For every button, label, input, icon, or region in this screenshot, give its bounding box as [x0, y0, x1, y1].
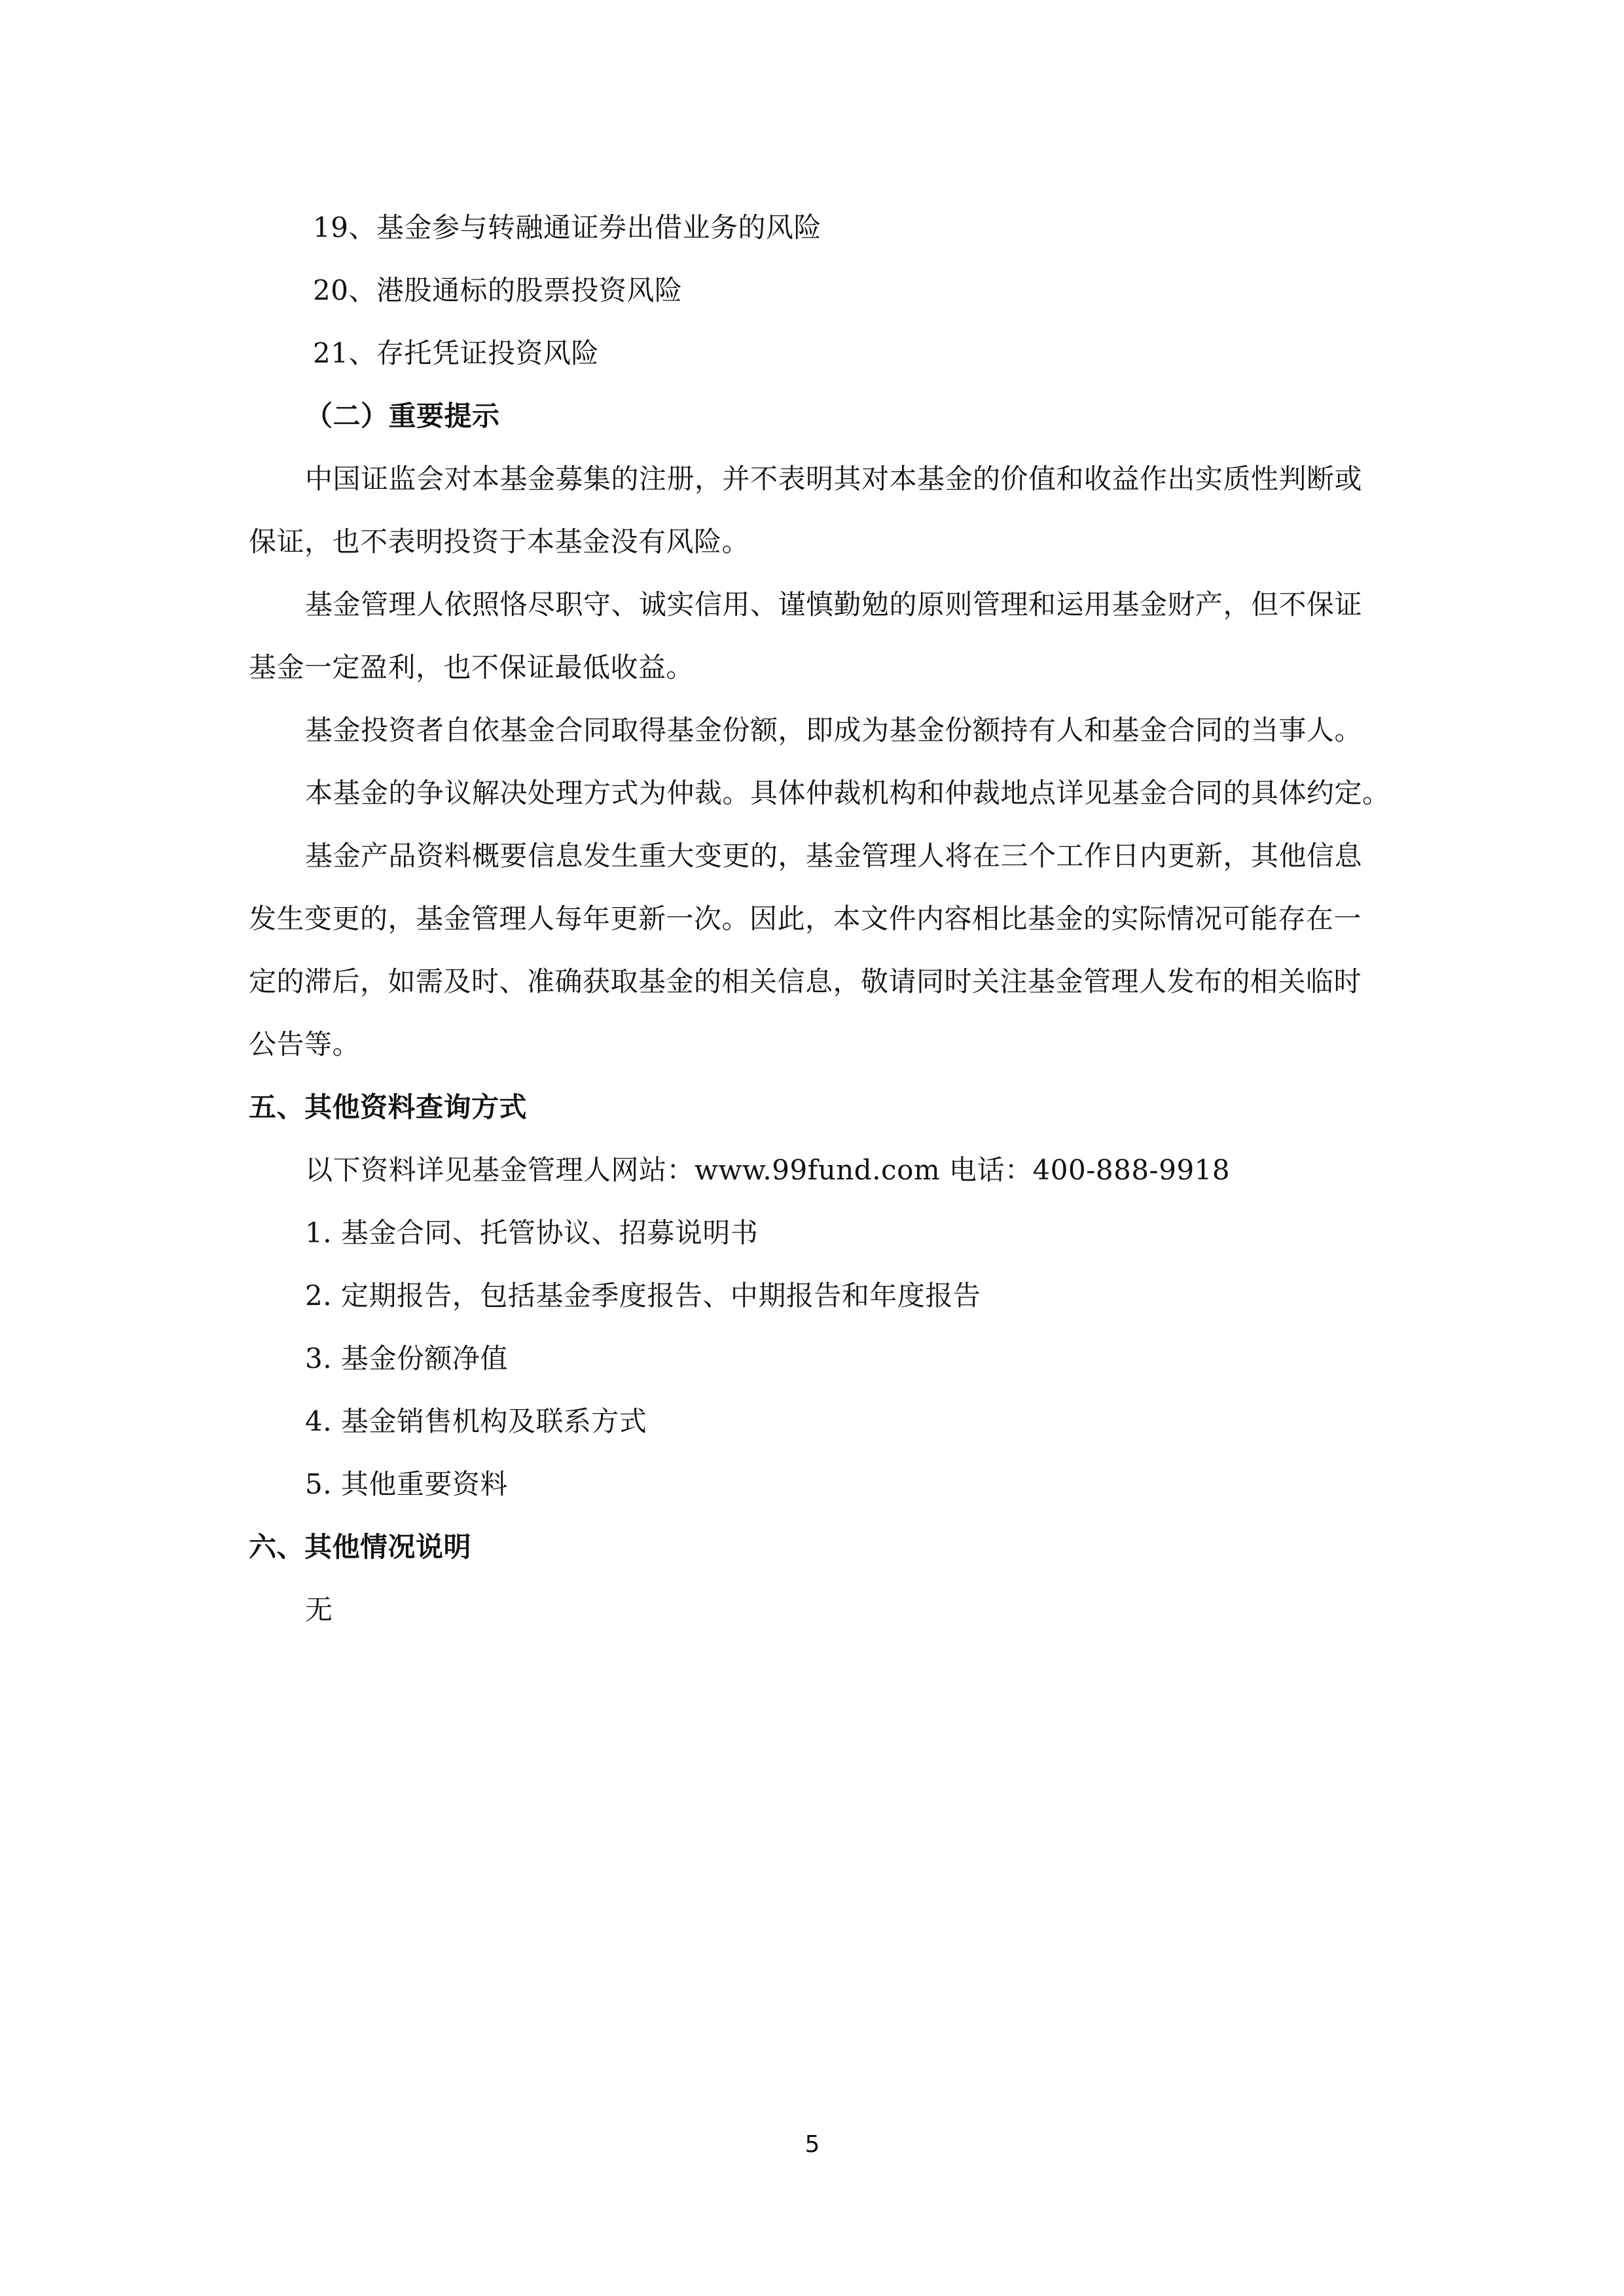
notice-line-1: 中国证监会对本基金募集的注册，并不表明其对本基金的价值和收益作出实质性判断或: [305, 463, 1363, 495]
notice-line-8: 发生变更的，基金管理人每年更新一次。因此，本文件内容相比基金的实际情况可能存在一: [249, 903, 1362, 935]
section-five-item-2: 2. 定期报告，包括基金季度报告、中期报告和年度报告: [305, 1280, 981, 1312]
section-five-intro: 以下资料详见基金管理人网站：www.99fund.com 电话：400-888-9918: [305, 1154, 1231, 1186]
page-number: 5: [804, 2131, 820, 2158]
risk-item-21: 21、存托凭证投资风险: [313, 337, 599, 369]
notice-line-10: 公告等。: [249, 1028, 361, 1060]
notice-line-3: 基金管理人依照恪尽职守、诚实信用、谨慎勤勉的原则管理和运用基金财产，但不保证: [305, 588, 1363, 620]
section-six-heading: 六、其他情况说明: [249, 1531, 472, 1563]
notice-line-9: 定的滞后，如需及时、准确获取基金的相关信息，敬请同时关注基金管理人发布的相关临时: [249, 965, 1362, 997]
section-five-item-5: 5. 其他重要资料: [305, 1468, 508, 1500]
risk-item-19: 19、基金参与转融通证券出借业务的风险: [313, 211, 821, 243]
notice-line-2: 保证，也不表明投资于本基金没有风险。: [249, 526, 750, 558]
notice-line-4: 基金一定盈利，也不保证最低收益。: [249, 651, 695, 683]
section-six-body: 无: [305, 1594, 333, 1626]
risk-item-20: 20、港股通标的股票投资风险: [313, 274, 683, 306]
section-five-item-3: 3. 基金份额净值: [305, 1342, 508, 1374]
section-five-item-1: 1. 基金合同、托管协议、招募说明书: [305, 1217, 759, 1249]
section-five-item-4: 4. 基金销售机构及联系方式: [305, 1405, 647, 1437]
notice-line-7: 基金产品资料概要信息发生重大变更的，基金管理人将在三个工作日内更新，其他信息: [305, 840, 1363, 872]
notice-line-6: 本基金的争议解决处理方式为仲裁。具体仲裁机构和仲裁地点详见基金合同的具体约定。: [305, 777, 1390, 809]
important-notice-heading: （二）重要提示: [305, 400, 500, 432]
notice-line-5: 基金投资者自依基金合同取得基金份额，即成为基金份额持有人和基金合同的当事人。: [305, 714, 1363, 746]
section-five-heading: 五、其他资料查询方式: [249, 1091, 528, 1123]
